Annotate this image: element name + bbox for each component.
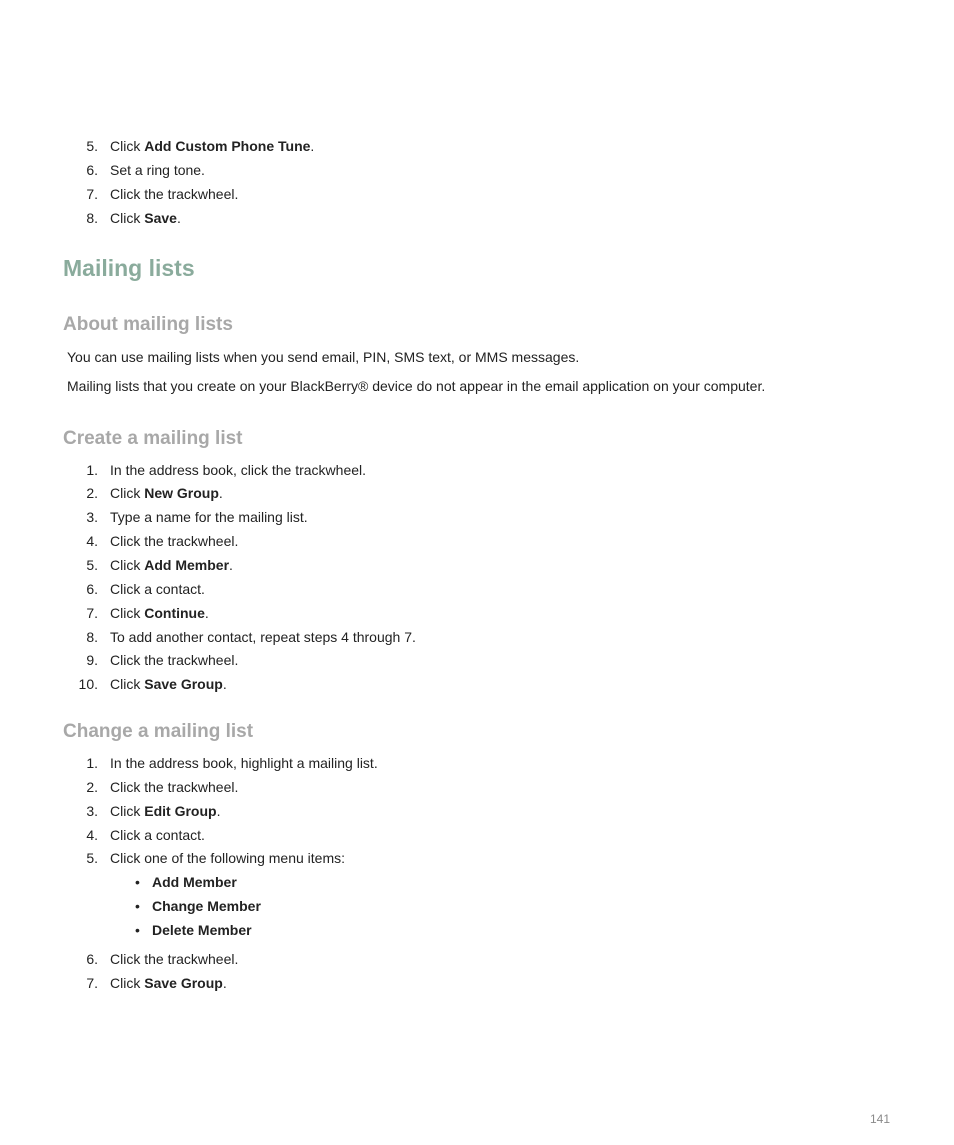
step-text: Click the trackwheel. [110,652,239,668]
step-text: In the address book, click the trackwheel. [110,462,367,478]
bullet-text: Add Member [152,874,237,890]
step-text: Click Save Group. [110,975,227,991]
step-text: Click the trackwheel. [110,779,239,795]
step-text: Click Add Custom Phone Tune. [110,138,315,154]
section-title: Mailing lists [63,255,195,281]
step-number: 7. [86,975,98,991]
step-number: 5. [86,557,98,573]
step-text: Click the trackwheel. [110,951,239,967]
step-text: Click one of the following menu items: [110,850,345,866]
step-text: Click New Group. [110,485,223,501]
step-text: Type a name for the mailing list. [110,509,308,525]
step-number: 4. [86,827,98,843]
step-text: Click the trackwheel. [110,533,239,549]
step-number: 8. [86,629,98,645]
step-number: 6. [86,581,98,597]
step-text: Click Save. [110,210,181,226]
step-number: 1. [86,462,98,478]
step-text: Click Continue. [110,605,209,621]
about-paragraph-2: Mailing lists that you create on your BlackBerry® device do not appear in the email application on your computer. [67,378,766,394]
step-number: 3. [86,803,98,819]
step-number: 6. [86,951,98,967]
bullet-icon: • [135,922,140,938]
step-text: Click Edit Group. [110,803,221,819]
step-number: 7. [86,186,98,202]
bullet-text: Change Member [152,898,261,914]
about-heading: About mailing lists [63,314,233,335]
step-number: 7. [86,605,98,621]
step-number: 2. [86,485,98,501]
step-number: 5. [86,850,98,866]
step-number: 4. [86,533,98,549]
step-number: 9. [86,652,98,668]
step-text: Click a contact. [110,827,205,843]
create-heading: Create a mailing list [63,428,243,449]
step-text: Click a contact. [110,581,205,597]
change-heading: Change a mailing list [63,721,254,742]
step-text: In the address book, highlight a mailing list. [110,755,378,771]
step-number: 6. [86,162,98,178]
bullet-icon: • [135,898,140,914]
bullet-icon: • [135,874,140,890]
step-number: 3. [86,509,98,525]
step-text: Click Save Group. [110,676,227,692]
page-number: 141 [869,1112,890,1126]
step-number: 10. [78,676,98,692]
step-number: 8. [86,210,98,226]
step-text: To add another contact, repeat steps 4 through 7. [110,629,416,645]
about-paragraph-1: You can use mailing lists when you send email, PIN, SMS text, or MMS messages. [67,349,580,365]
step-text: Click the trackwheel. [110,186,239,202]
step-text: Click Add Member. [110,557,233,573]
step-text: Set a ring tone. [110,162,205,178]
step-number: 5. [86,138,98,154]
step-number: 1. [86,755,98,771]
bullet-text: Delete Member [152,922,252,938]
step-number: 2. [86,779,98,795]
